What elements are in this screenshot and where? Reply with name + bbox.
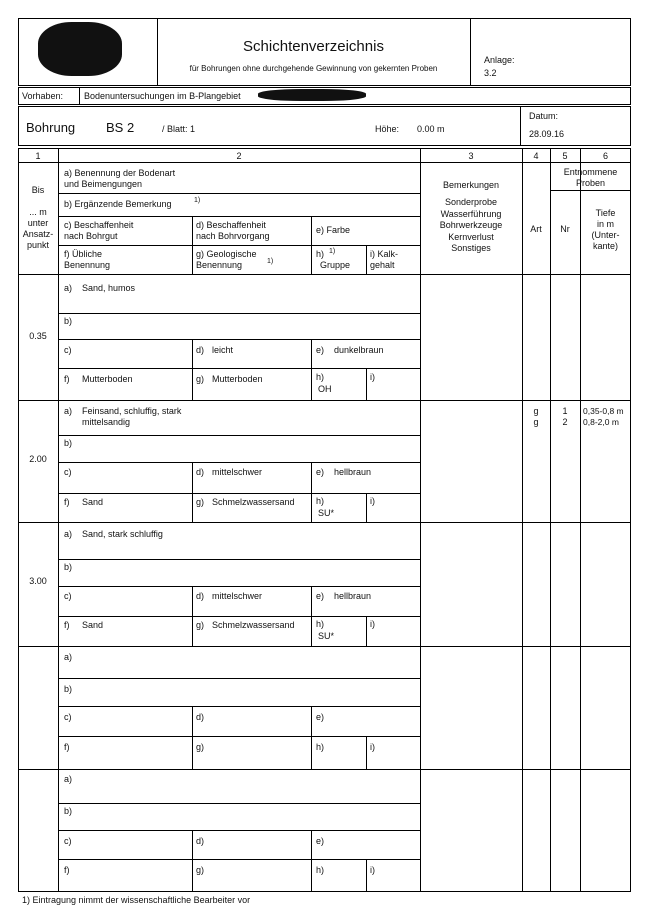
field-h-label: h) <box>316 496 325 506</box>
layer-depth: 2.00 <box>29 454 47 464</box>
bis-header: Bis ... m unter Ansatz- punkt <box>22 185 54 250</box>
entnommene-proben-header: Entnommene Proben <box>563 167 618 188</box>
field-e-label: e) <box>316 591 325 601</box>
field-c-label: c) <box>64 836 72 846</box>
field-d-value: leicht <box>212 345 234 355</box>
header-h-sup: 1) <box>329 248 336 255</box>
bohrung-value: BS 2 <box>106 120 135 135</box>
field-h-value: SU* <box>318 631 335 641</box>
field-c-label: c) <box>64 467 72 477</box>
vorhaben-label: Vorhaben: <box>22 91 64 101</box>
field-i-label: i) <box>370 496 375 506</box>
field-f-value: Sand <box>82 620 104 630</box>
header-g: g) Geologische Benennung <box>196 249 257 270</box>
footnote: 1) Eintragung nimmt der wissenschaftliche Bearbeiter vor <box>22 895 251 905</box>
field-e-label: e) <box>316 467 325 477</box>
field-e-label: e) <box>316 345 325 355</box>
field-a-label: a) <box>64 406 73 416</box>
vorhaben-redaction <box>258 89 366 101</box>
field-c-label: c) <box>64 591 72 601</box>
header-e: e) Farbe <box>316 225 351 235</box>
header-a: a) Benennung der Bodenart und Beimengungen <box>64 168 176 189</box>
field-b-label: b) <box>64 562 73 572</box>
field-e-value: dunkelbraun <box>334 345 384 355</box>
sample-nr: 1 2 <box>562 406 568 427</box>
field-f-label: f) <box>64 374 70 384</box>
field-a-label: a) <box>64 774 73 784</box>
field-g-label: g) <box>196 742 205 752</box>
field-h-label: h) <box>316 865 325 875</box>
field-f-value: Mutterboden <box>82 374 133 384</box>
header-b: b) Ergänzende Bemerkung <box>64 199 172 209</box>
layer-depth: 0.35 <box>29 331 47 341</box>
field-d-label: d) <box>196 345 205 355</box>
field-g-value: Schmelzwassersand <box>212 620 295 630</box>
col-number-4: 4 <box>533 151 539 161</box>
field-c-label: c) <box>64 712 72 722</box>
field-h-value: OH <box>318 384 332 394</box>
field-h-label: h) <box>316 619 325 629</box>
field-a-value: Sand, humos <box>82 283 136 293</box>
bemerkungen-header: Bemerkungen <box>442 180 500 190</box>
field-b-label: b) <box>64 684 73 694</box>
field-d-value: mittelschwer <box>212 591 263 601</box>
field-f-value: Sand <box>82 497 104 507</box>
field-a-value: Feinsand, schluffig, stark mittelsandig <box>82 406 182 427</box>
hoehe-value: 0.00 m <box>417 124 445 134</box>
field-h-label: h) <box>316 742 325 752</box>
field-f-label: f) <box>64 742 70 752</box>
col-number-3: 3 <box>468 151 474 161</box>
col-number-5: 5 <box>562 151 568 161</box>
field-d-label: d) <box>196 591 205 601</box>
tiefe-header: Tiefe in m (Unter- kante) <box>591 208 620 251</box>
field-d-label: d) <box>196 712 205 722</box>
field-i-label: i) <box>370 865 375 875</box>
logo-redaction <box>38 22 122 76</box>
field-b-label: b) <box>64 806 73 816</box>
header-g-sup: 1) <box>267 258 274 265</box>
field-g-value: Mutterboden <box>212 374 263 384</box>
field-e-value: hellbraun <box>334 591 372 601</box>
field-f-label: f) <box>64 865 70 875</box>
header-i: i) Kalk- gehalt <box>370 249 399 270</box>
field-a-value: Sand, stark schluffig <box>82 529 163 539</box>
vorhaben-value: Bodenuntersuchungen im B-Plangebiet <box>84 91 241 101</box>
header-f: f) Übliche Benennung <box>64 249 111 270</box>
field-a-label: a) <box>64 652 73 662</box>
header-d: d) Beschaffenheit nach Bohrvorgang <box>196 220 270 241</box>
header-c: c) Beschaffenheit nach Bohrgut <box>64 220 134 241</box>
col-number-2: 2 <box>236 151 242 161</box>
field-g-value: Schmelzwassersand <box>212 497 295 507</box>
datum-value: 28.09.16 <box>529 129 565 139</box>
field-i-label: i) <box>370 742 375 752</box>
field-a-label: a) <box>64 529 73 539</box>
doc-title: Schichtenverzeichnis <box>243 38 384 55</box>
field-f-label: f) <box>64 497 70 507</box>
field-e-label: e) <box>316 712 325 722</box>
field-c-label: c) <box>64 345 72 355</box>
header-b-sup: 1) <box>194 197 201 204</box>
col-number-1: 1 <box>35 151 41 161</box>
art-header: Art <box>530 224 542 234</box>
field-g-label: g) <box>196 497 205 507</box>
blatt-number: / Blatt: 1 <box>162 124 196 134</box>
field-f-label: f) <box>64 620 70 630</box>
anlage-value: 3.2 <box>484 68 497 78</box>
sample-tiefe: 0,35-0,8 m 0,8-2,0 m <box>583 406 624 427</box>
field-b-label: b) <box>64 316 73 326</box>
field-i-label: i) <box>370 372 375 382</box>
nr-header: Nr <box>560 224 570 234</box>
hoehe-label: Höhe: <box>375 124 400 134</box>
doc-subtitle: für Bohrungen ohne durchgehende Gewinnung von gekernten Proben <box>189 64 438 73</box>
field-e-label: e) <box>316 836 325 846</box>
bemerkungen-list: Sonderprobe Wasserführung Bohrwerkzeuge Kernverlust Sonstiges <box>439 197 503 253</box>
field-e-value: hellbraun <box>334 467 372 477</box>
anlage-label: Anlage: <box>484 55 515 65</box>
bohrung-label: Bohrung <box>26 120 76 135</box>
col-number-6: 6 <box>602 151 608 161</box>
field-h-label: h) <box>316 372 325 382</box>
field-g-label: g) <box>196 865 205 875</box>
field-d-label: d) <box>196 836 205 846</box>
field-a-label: a) <box>64 283 73 293</box>
field-i-label: i) <box>370 619 375 629</box>
header-h: h) <box>316 249 325 259</box>
field-d-value: mittelschwer <box>212 467 263 477</box>
field-d-label: d) <box>196 467 205 477</box>
layer-depth: 3.00 <box>29 576 47 586</box>
datum-label: Datum: <box>529 111 559 121</box>
header-h-group: Gruppe <box>320 260 351 270</box>
field-g-label: g) <box>196 620 205 630</box>
sample-art: g g <box>533 406 539 427</box>
field-h-value: SU* <box>318 508 335 518</box>
field-g-label: g) <box>196 374 205 384</box>
field-b-label: b) <box>64 438 73 448</box>
